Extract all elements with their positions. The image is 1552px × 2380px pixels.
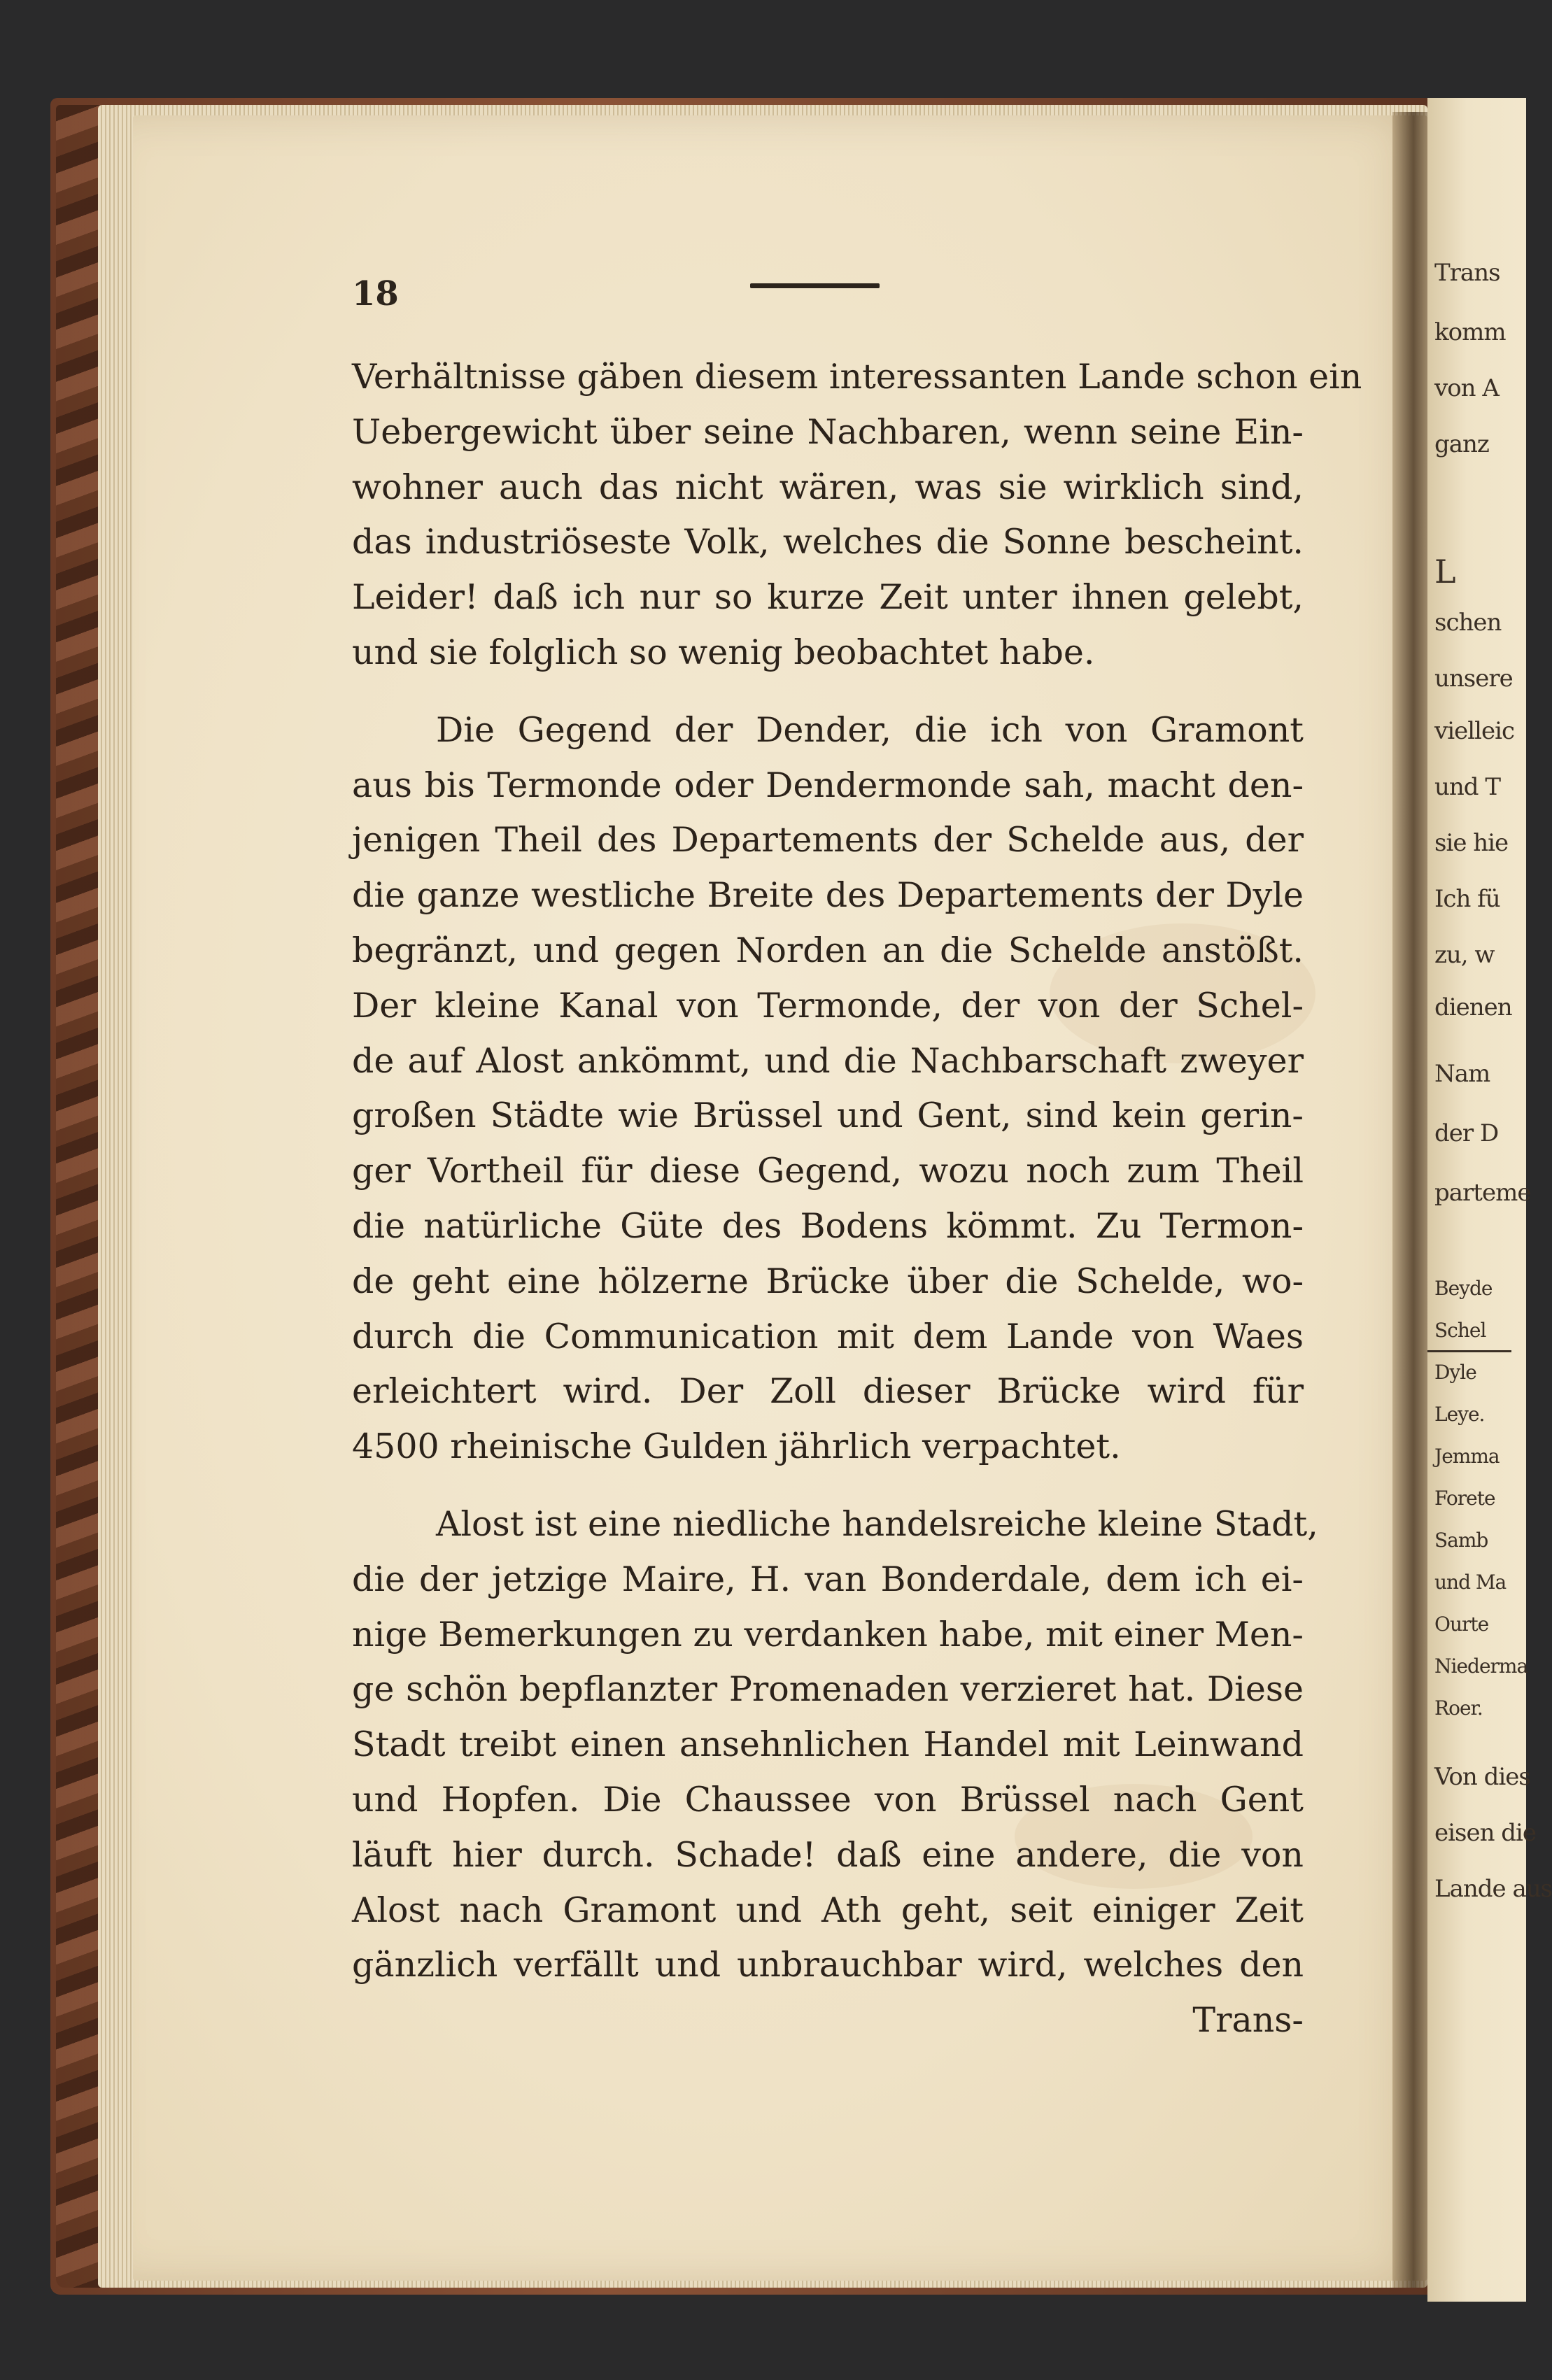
text-line: Alost ist eine niedliche handelsreiche kleine Stadt, xyxy=(436,1503,1318,1544)
text-line: Alost nach Gramont und Ath geht, seit einiger Zeit xyxy=(352,1890,1304,1930)
right-page-fragment: Roer. xyxy=(1434,1697,1483,1720)
paragraph-gap xyxy=(352,681,1304,703)
text-line: läuft hier durch. Schade! daß eine andere, die von xyxy=(352,1834,1304,1875)
right-page-fragment: Beyde xyxy=(1434,1277,1493,1300)
right-page-fragment: unsere xyxy=(1434,665,1513,693)
text-line: Uebergewicht über seine Nachbaren, wenn seine Ein- xyxy=(352,411,1304,452)
right-page-fragment: vielleic xyxy=(1434,717,1514,745)
right-page-fragment: sie hie xyxy=(1434,829,1509,857)
text-line: gänzlich verfällt und unbrauchbar wird, welches den xyxy=(352,1945,1304,1985)
right-page-fragment: dienen xyxy=(1434,993,1512,1021)
catchword: Trans- xyxy=(1192,2000,1304,2041)
right-page-fragment: Nam xyxy=(1434,1060,1490,1088)
text-line: ger Vortheil für diese Gegend, wozu noch zum Theil xyxy=(352,1151,1304,1191)
right-page-fragment: Von dies xyxy=(1434,1763,1530,1791)
text-line: ge schön bepflanzter Promenaden verzieret hat. Diese xyxy=(352,1669,1304,1710)
right-page-fragment: Dyle xyxy=(1434,1361,1476,1384)
text-line: Der kleine Kanal von Termonde, der von der Schel- xyxy=(352,985,1304,1026)
right-page-fragment: Niederma xyxy=(1434,1655,1528,1678)
text-line: begränzt, und gegen Norden an die Schelde anstößt. xyxy=(352,930,1304,970)
text-line: und Hopfen. Die Chaussee von Brüssel nach Gent xyxy=(352,1779,1304,1820)
right-page-rule xyxy=(1427,1350,1511,1352)
right-page-fragment: Ourte xyxy=(1434,1613,1489,1636)
right-page-fragment: und T xyxy=(1434,773,1501,801)
right-page-fragment: und Ma xyxy=(1434,1571,1507,1594)
text-line: de auf Alost ankömmt, und die Nachbarschaft zweyer xyxy=(352,1040,1304,1081)
right-page-fragment: eisen die xyxy=(1434,1819,1537,1847)
header-rule xyxy=(750,283,880,288)
right-page-fragment: L xyxy=(1434,553,1455,590)
body-text xyxy=(352,350,1362,2048)
right-page-fragment: komm xyxy=(1434,318,1506,346)
text-line: nige Bemerkungen zu verdanken habe, mit einer Men- xyxy=(352,1614,1304,1655)
text-line: 4500 rheinische Gulden jährlich verpachtet. xyxy=(352,1426,1121,1467)
text-line: die natürliche Güte des Bodens kömmt. Zu Termon- xyxy=(352,1205,1304,1246)
right-page-fragment: ganz xyxy=(1434,430,1489,458)
right-page-fragment: zu, w xyxy=(1434,941,1495,969)
text-line: wohner auch das nicht wären, was sie wirklich sind, xyxy=(352,467,1304,507)
page-number: 18 xyxy=(352,274,399,313)
text-line: durch die Communication mit dem Lande von Waes xyxy=(352,1316,1304,1357)
right-page-fragment: Forete xyxy=(1434,1487,1495,1510)
text-line: Verhältnisse gäben diesem interessanten Lande schon ein xyxy=(352,357,1362,397)
text-line: Die Gegend der Dender, die ich von Gramont xyxy=(436,709,1304,750)
text-line: die der jetzige Maire, H. van Bonderdale, dem ich ei- xyxy=(352,1559,1304,1599)
text-line: und sie folglich so wenig beobachtet habe. xyxy=(352,632,1095,672)
text-line: aus bis Termonde oder Dendermonde sah, macht den- xyxy=(352,765,1304,805)
text-line: das industriöseste Volk, welches die Sonne bescheint. xyxy=(352,522,1304,562)
right-page-fragment: parteme xyxy=(1434,1179,1531,1207)
right-page-fragment: Samb xyxy=(1434,1529,1488,1552)
right-page-fragment: Leye. xyxy=(1434,1403,1485,1426)
right-page-fragment: Lande aus xyxy=(1434,1875,1552,1903)
right-page-fragment: Ich fü xyxy=(1434,885,1500,913)
right-page xyxy=(1427,98,1552,2302)
right-page-fragment: von A xyxy=(1434,374,1499,402)
text-line: großen Städte wie Brüssel und Gent, sind kein gerin- xyxy=(352,1096,1304,1136)
text-line: jenigen Theil des Departements der Schelde aus, der xyxy=(352,820,1304,860)
right-page-fragment: der D xyxy=(1434,1119,1499,1147)
right-page-fragment: schen xyxy=(1434,609,1502,637)
right-page-fragment: Jemma xyxy=(1434,1445,1500,1468)
right-page-fragment: Schel xyxy=(1434,1319,1486,1342)
text-line: de geht eine hölzerne Brücke über die Schelde, wo- xyxy=(352,1261,1304,1301)
text-line: erleichtert wird. Der Zoll dieser Brücke wird für xyxy=(352,1371,1304,1412)
text-line: die ganze westliche Breite des Departements der Dyle xyxy=(352,875,1304,916)
text-line: Leider! daß ich nur so kurze Zeit unter ihnen gelebt, xyxy=(352,577,1304,618)
text-line: Stadt treibt einen ansehnlichen Handel mit Leinwand xyxy=(352,1724,1304,1765)
paragraph-gap xyxy=(352,1475,1304,1497)
right-page-fragment: Trans xyxy=(1434,259,1500,287)
